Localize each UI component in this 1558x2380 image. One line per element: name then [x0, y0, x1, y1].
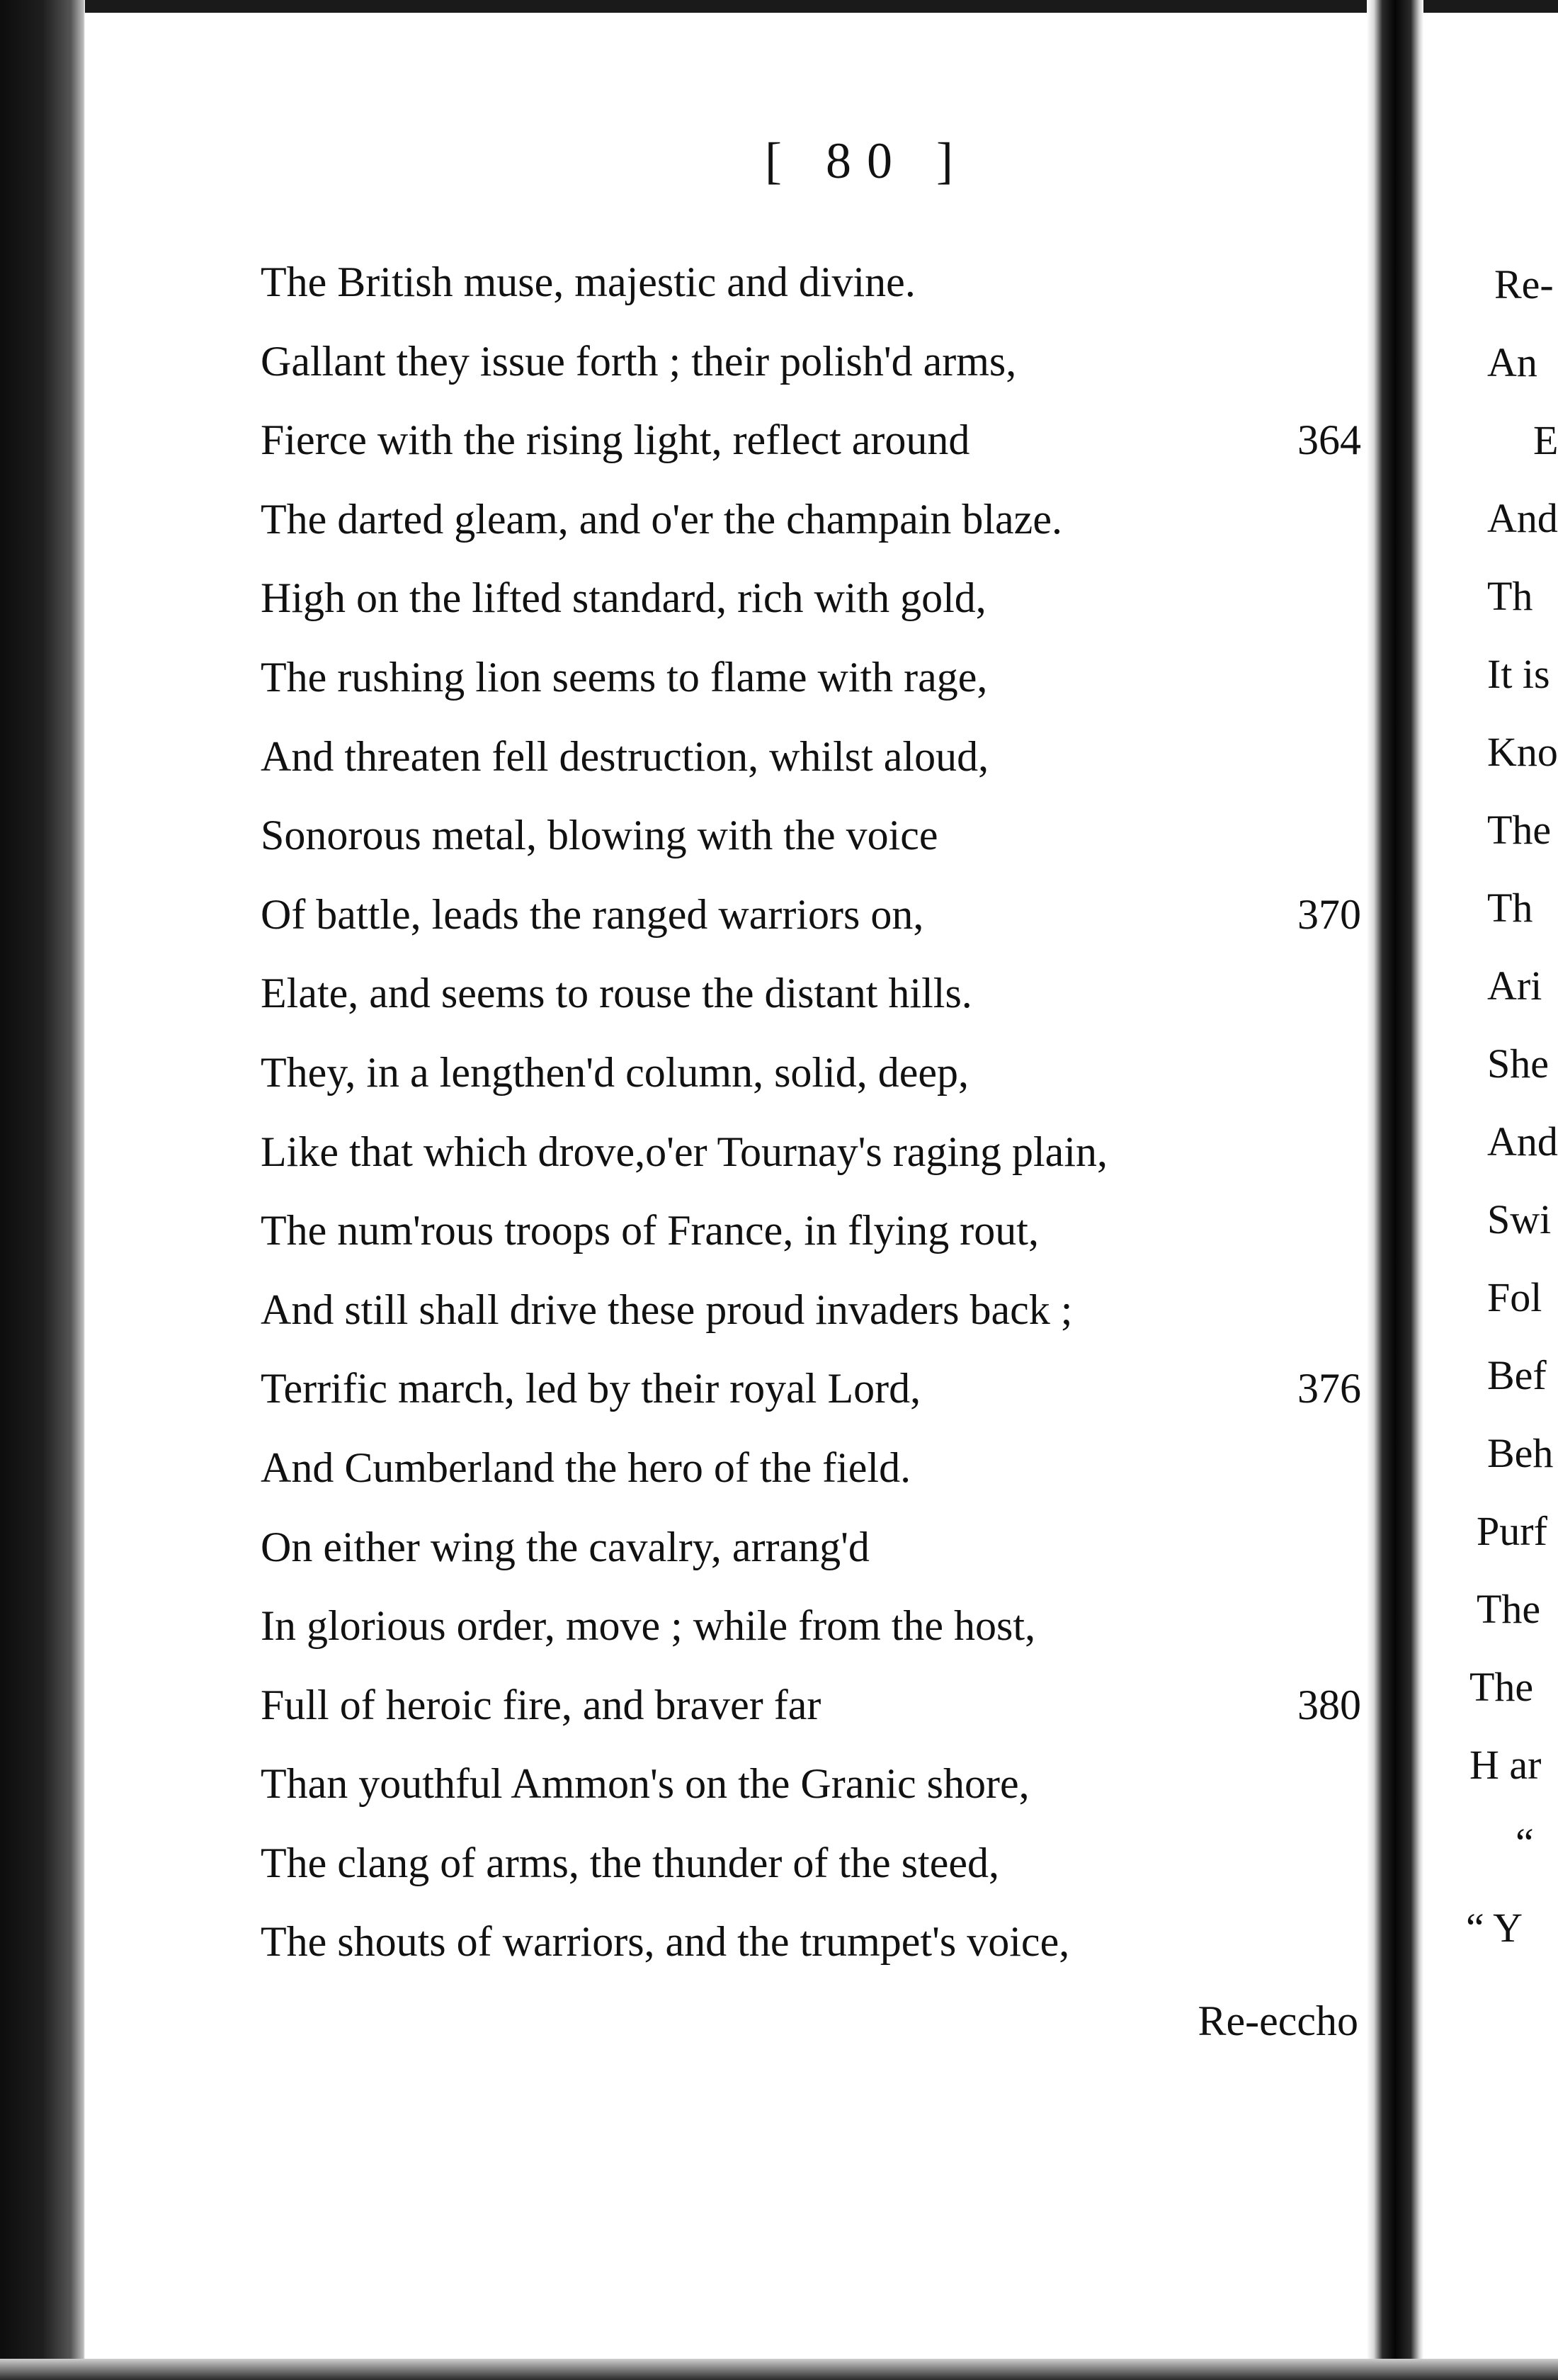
verse-line-6 — [261, 638, 1394, 718]
verse-line-3 — [261, 401, 1394, 480]
right-line-fragment: Ari — [1487, 963, 1542, 1009]
right-page-fragment — [1423, 13, 1558, 2359]
right-line-fragment: Swi — [1487, 1196, 1552, 1242]
line-number: 380 — [1297, 1681, 1361, 1728]
line-number: 364 — [1297, 416, 1361, 464]
right-line-fragment: Th — [1487, 573, 1533, 619]
right-line-fragment: Bef — [1487, 1352, 1547, 1398]
line-text: High on the lifted standard, rich with gold, — [261, 574, 986, 622]
verse-line-22 — [261, 1903, 1394, 1982]
verse-line-4 — [261, 480, 1394, 560]
line-number: 370 — [1297, 890, 1361, 938]
line-text: Sonorous metal, blowing with the voice — [261, 812, 938, 859]
right-line-fragment: “ — [1516, 1820, 1534, 1866]
right-line-fragment: She — [1487, 1041, 1549, 1087]
verse-line-20 — [261, 1745, 1394, 1824]
verse-line-17 — [261, 1508, 1394, 1587]
verse-line-10 — [261, 954, 1394, 1033]
left-page — [85, 13, 1367, 2359]
catchword: Re-eccho — [1198, 1998, 1358, 2045]
line-text: Of battle, leads the ranged warriors on, — [261, 890, 924, 938]
verse-line-9 — [261, 876, 1394, 955]
line-text: The rushing lion seems to flame with rage, — [261, 653, 988, 701]
verse-line-7 — [261, 718, 1394, 797]
scan-edge-left — [0, 0, 85, 2380]
line-text: The British muse, majestic and divine. — [261, 259, 916, 305]
right-line-fragment: Purf — [1477, 1508, 1547, 1554]
line-text: The num'rous troops of France, in flying rout, — [261, 1207, 1039, 1254]
verse-line-16 — [261, 1429, 1394, 1508]
line-text: They, in a lengthen'd column, solid, deep, — [261, 1048, 970, 1096]
line-text: Than youthful Ammon's on the Granic shore, — [261, 1760, 1030, 1808]
right-line-fragment: The — [1477, 1586, 1541, 1632]
right-line-fragment: Re- — [1494, 261, 1554, 307]
verse-block — [261, 243, 1394, 2061]
catchword-line — [261, 1982, 1394, 2061]
verse-line-11 — [261, 1033, 1394, 1113]
line-text: And Cumberland the hero of the field. — [261, 1444, 911, 1491]
line-text: And threaten fell destruction, whilst aloud, — [261, 732, 989, 780]
right-line-fragment: And — [1487, 1118, 1558, 1164]
verse-line-21 — [261, 1824, 1394, 1903]
verse-line-1 — [261, 243, 1394, 322]
verse-line-15 — [261, 1349, 1394, 1429]
line-text: Gallant they issue forth ; their polish'd arms, — [261, 337, 1017, 385]
right-line-fragment: The — [1469, 1664, 1534, 1710]
right-line-fragment: Beh — [1487, 1430, 1554, 1476]
right-line-fragment: And — [1487, 495, 1558, 541]
verse-line-14 — [261, 1271, 1394, 1350]
verse-line-18 — [261, 1587, 1394, 1666]
line-text: Terrific march, led by their royal Lord, — [261, 1365, 921, 1412]
right-line-fragment: E — [1533, 417, 1558, 463]
right-line-fragment: Fol — [1487, 1274, 1542, 1320]
line-text: The clang of arms, the thunder of the steed, — [261, 1839, 999, 1886]
page-number: [ 80 ] — [765, 132, 969, 189]
line-number: 376 — [1297, 1365, 1361, 1412]
right-line-fragment: H ar — [1469, 1742, 1542, 1788]
line-text: Elate, and seems to rouse the distant hills. — [261, 970, 972, 1017]
verse-line-8 — [261, 796, 1394, 876]
verse-line-2 — [261, 322, 1394, 402]
scan-edge-top — [0, 0, 1558, 13]
scan-edge-bottom — [0, 2359, 1558, 2380]
right-line-fragment: “ Y — [1466, 1905, 1523, 1951]
right-line-fragment: The — [1487, 807, 1552, 853]
verse-line-13 — [261, 1191, 1394, 1271]
line-text: Fierce with the rising light, reflect around — [261, 416, 970, 464]
line-text: On either wing the cavalry, arrang'd — [261, 1523, 870, 1570]
right-line-fragment: Kno — [1487, 729, 1558, 775]
line-text: The shouts of warriors, and the trumpet's voice, — [261, 1918, 1070, 1966]
right-line-fragment: It is — [1487, 651, 1550, 697]
line-text: Like that which drove,o'er Tournay's raging plain, — [261, 1128, 1108, 1175]
verse-line-12 — [261, 1113, 1394, 1192]
line-text: In glorious order, move ; while from the host, — [261, 1602, 1036, 1650]
right-line-fragment: Th — [1487, 885, 1533, 931]
line-text: Full of heroic fire, and braver far — [261, 1681, 821, 1728]
line-text: The darted gleam, and o'er the champain blaze. — [261, 495, 1062, 543]
verse-line-5 — [261, 559, 1394, 638]
verse-line-19 — [261, 1666, 1394, 1745]
right-line-fragment: An — [1487, 339, 1537, 385]
line-text: And still shall drive these proud invaders back ; — [261, 1286, 1073, 1333]
